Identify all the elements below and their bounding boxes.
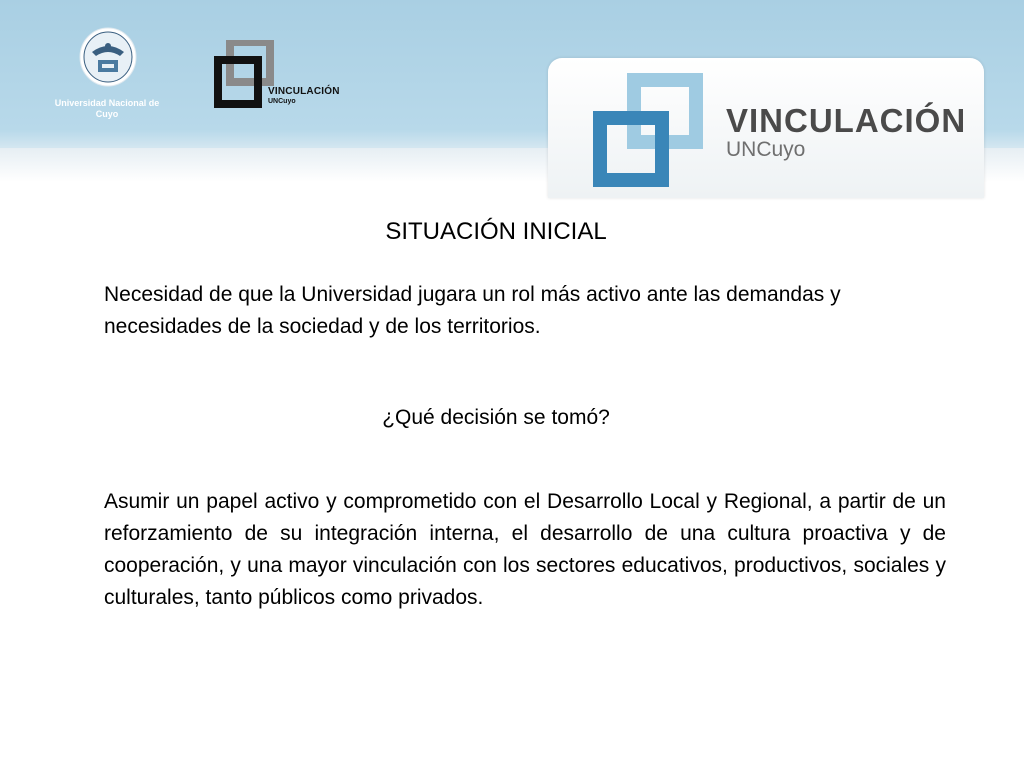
small-vinculacion-logo [212, 40, 352, 112]
logo-subtitle: UNCuyo [726, 138, 806, 161]
vinculacion-logo-panel [548, 58, 984, 198]
small-logo-title: VINCULACIÓN [268, 86, 340, 97]
small-logo-subtitle: UNCuyo [268, 98, 296, 105]
university-name: Universidad Nacional de Cuyo [54, 98, 160, 119]
question-text: ¿Qué decisión se tomó? [382, 406, 610, 429]
university-logo [44, 24, 170, 134]
paragraph-decision: Asumir un papel activo y comprometido con el Desarrollo Local y Regional, a partir de un reforzamiento de su integración interna, el desarrollo de una cultura proactiva y de cooperación, y una mayor vinculación con los sectores educativos, productivos, sociales y culturales, tanto públicos como privados. [104, 490, 946, 609]
logo-title: VINCULACIÓN [726, 102, 967, 139]
university-seal-icon [78, 26, 138, 92]
paragraph-situation: Necesidad de que la Universidad jugara un rol más activo ante las demandas y necesidades de la sociedad y de los territorios. [104, 283, 841, 338]
slide-heading: SITUACIÓN INICIAL [385, 218, 607, 245]
vinculacion-mark-icon [592, 72, 704, 188]
